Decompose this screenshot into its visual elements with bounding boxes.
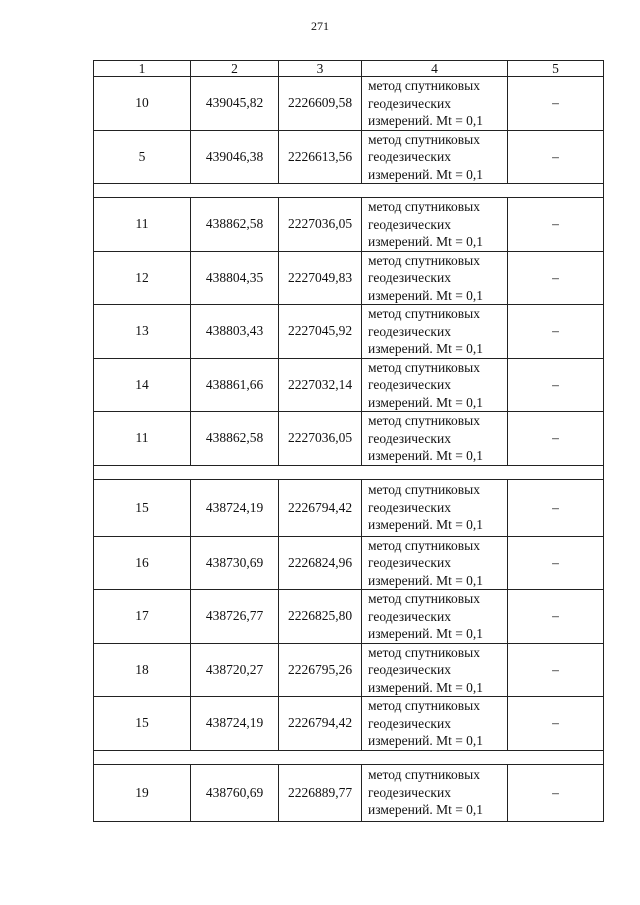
method-text-line: геодезических (368, 662, 451, 677)
y-coordinate-cell: 2226825,80 (279, 590, 362, 644)
separator-cell (94, 184, 604, 198)
y-coordinate-cell: 2227032,14 (279, 358, 362, 412)
table-row (94, 412, 604, 466)
method-cell (362, 198, 508, 252)
separator-cell (94, 750, 604, 764)
point-number-cell: 11 (94, 198, 191, 252)
table-row (94, 590, 604, 644)
method-text-line: метод спутниковых (368, 537, 480, 553)
column-header-5: 5 (508, 61, 604, 77)
y-coordinate-cell: 2226824,96 (279, 536, 362, 590)
method-text-line: измерений. Mt = 0,1 (368, 517, 484, 533)
method-text-line: геодезических (368, 430, 451, 446)
y-coordinate-cell: 2227049,83 (279, 251, 362, 305)
point-number-cell: 15 (94, 479, 191, 536)
method-text-line: метод спутниковых (368, 767, 480, 783)
method-text-line: метод спутниковых (368, 698, 480, 713)
method-cell (362, 130, 508, 184)
point-number-cell: 17 (94, 590, 191, 644)
note-cell: – (508, 305, 604, 359)
x-coordinate-cell: 439045,82 (191, 77, 279, 131)
table-separator-row (94, 465, 604, 479)
x-coordinate-cell: 438862,58 (191, 412, 279, 466)
point-number-cell: 11 (94, 412, 191, 466)
x-coordinate-cell: 438804,35 (191, 251, 279, 305)
table-row (94, 479, 604, 536)
x-coordinate-cell: 439046,38 (191, 130, 279, 184)
note-cell: – (508, 198, 604, 252)
table-separator-row (94, 184, 604, 198)
method-text-line: геодезических (368, 784, 451, 800)
method-text-line: метод спутниковых (368, 644, 480, 660)
method-text-line: измерений. Mt = 0,1 (368, 394, 484, 410)
method-text-line: метод спутниковых (368, 413, 480, 428)
point-number-cell: 14 (94, 358, 191, 412)
point-number-cell: 5 (94, 130, 191, 184)
y-coordinate-cell: 2226794,42 (279, 479, 362, 536)
x-coordinate-cell: 438760,69 (191, 764, 279, 821)
method-text-line: геодезических (368, 270, 451, 285)
method-text-line: метод спутниковых (368, 482, 480, 498)
y-coordinate-cell: 2226794,42 (279, 697, 362, 751)
point-number-cell: 19 (94, 764, 191, 821)
table-row (94, 358, 604, 412)
x-coordinate-cell: 438861,66 (191, 358, 279, 412)
note-cell: – (508, 130, 604, 184)
table-row (94, 305, 604, 359)
point-number-cell: 16 (94, 536, 191, 590)
table-row (94, 130, 604, 184)
method-text-line: измерений. Mt = 0,1 (368, 802, 484, 818)
table-row (94, 536, 604, 590)
x-coordinate-cell: 438803,43 (191, 305, 279, 359)
method-text-line: измерений. Mt = 0,1 (368, 679, 484, 695)
note-cell: – (508, 590, 604, 644)
y-coordinate-cell: 2226889,77 (279, 764, 362, 821)
point-number-cell: 12 (94, 251, 191, 305)
table-row (94, 643, 604, 697)
method-text-line: измерений. Mt = 0,1 (368, 166, 484, 182)
method-cell (362, 358, 508, 412)
y-coordinate-cell: 2227036,05 (279, 198, 362, 252)
method-cell (362, 479, 508, 536)
x-coordinate-cell: 438730,69 (191, 536, 279, 590)
y-coordinate-cell: 2226609,58 (279, 77, 362, 131)
method-text-line: измерений. Mt = 0,1 (368, 626, 484, 641)
table-row (94, 77, 604, 131)
method-text-line: геодезических (368, 149, 451, 164)
separator-cell (94, 465, 604, 479)
note-cell: – (508, 479, 604, 536)
method-text-line: метод спутниковых (368, 591, 480, 606)
method-text-line: геодезических (368, 323, 451, 339)
column-header-3: 3 (279, 61, 362, 77)
method-text-line: измерений. Mt = 0,1 (368, 448, 484, 463)
x-coordinate-cell: 438720,27 (191, 643, 279, 697)
method-text-line: метод спутниковых (368, 131, 480, 147)
point-number-cell: 18 (94, 643, 191, 697)
method-text-line: геодезических (368, 95, 451, 111)
y-coordinate-cell: 2227045,92 (279, 305, 362, 359)
point-number-cell: 15 (94, 697, 191, 751)
table-row (94, 697, 604, 751)
method-cell (362, 77, 508, 131)
method-cell (362, 251, 508, 305)
page-number: 271 (311, 19, 329, 33)
note-cell: – (508, 77, 604, 131)
method-text-line: геодезических (368, 216, 451, 232)
table-row (94, 198, 604, 252)
method-cell (362, 643, 508, 697)
y-coordinate-cell: 2226795,26 (279, 643, 362, 697)
table-header-row (94, 61, 604, 77)
method-text-line: измерений. Mt = 0,1 (368, 287, 484, 303)
method-cell (362, 536, 508, 590)
point-number-cell: 10 (94, 77, 191, 131)
method-cell (362, 697, 508, 751)
method-text-line: метод спутниковых (368, 199, 480, 214)
x-coordinate-cell: 438724,19 (191, 697, 279, 751)
column-header-1: 1 (94, 61, 191, 77)
coordinates-table (93, 60, 604, 822)
method-cell (362, 305, 508, 359)
method-text-line: метод спутниковых (368, 78, 480, 93)
method-text-line: геодезических (368, 608, 451, 624)
method-text-line: геодезических (368, 715, 451, 731)
note-cell: – (508, 643, 604, 697)
method-text-line: измерений. Mt = 0,1 (368, 113, 484, 128)
method-cell (362, 412, 508, 466)
method-text-line: геодезических (368, 555, 451, 570)
note-cell: – (508, 764, 604, 821)
method-cell (362, 590, 508, 644)
x-coordinate-cell: 438862,58 (191, 198, 279, 252)
point-number-cell: 13 (94, 305, 191, 359)
method-text-line: измерений. Mt = 0,1 (368, 234, 484, 249)
table-row (94, 764, 604, 821)
note-cell: – (508, 412, 604, 466)
table-body (94, 61, 604, 822)
column-header-4: 4 (362, 61, 508, 77)
method-text-line: геодезических (368, 377, 451, 392)
method-text-line: измерений. Mt = 0,1 (368, 572, 484, 588)
method-text-line: метод спутниковых (368, 359, 480, 375)
y-coordinate-cell: 2226613,56 (279, 130, 362, 184)
note-cell: – (508, 358, 604, 412)
x-coordinate-cell: 438724,19 (191, 479, 279, 536)
note-cell: – (508, 697, 604, 751)
y-coordinate-cell: 2227036,05 (279, 412, 362, 466)
note-cell: – (508, 251, 604, 305)
table-row (94, 251, 604, 305)
note-cell: – (508, 536, 604, 590)
table-separator-row (94, 750, 604, 764)
column-header-2: 2 (191, 61, 279, 77)
x-coordinate-cell: 438726,77 (191, 590, 279, 644)
method-text-line: измерений. Mt = 0,1 (368, 733, 484, 748)
method-text-line: метод спутниковых (368, 306, 480, 321)
method-text-line: метод спутниковых (368, 252, 480, 268)
method-text-line: геодезических (368, 499, 451, 515)
method-text-line: измерений. Mt = 0,1 (368, 341, 484, 356)
method-cell (362, 764, 508, 821)
